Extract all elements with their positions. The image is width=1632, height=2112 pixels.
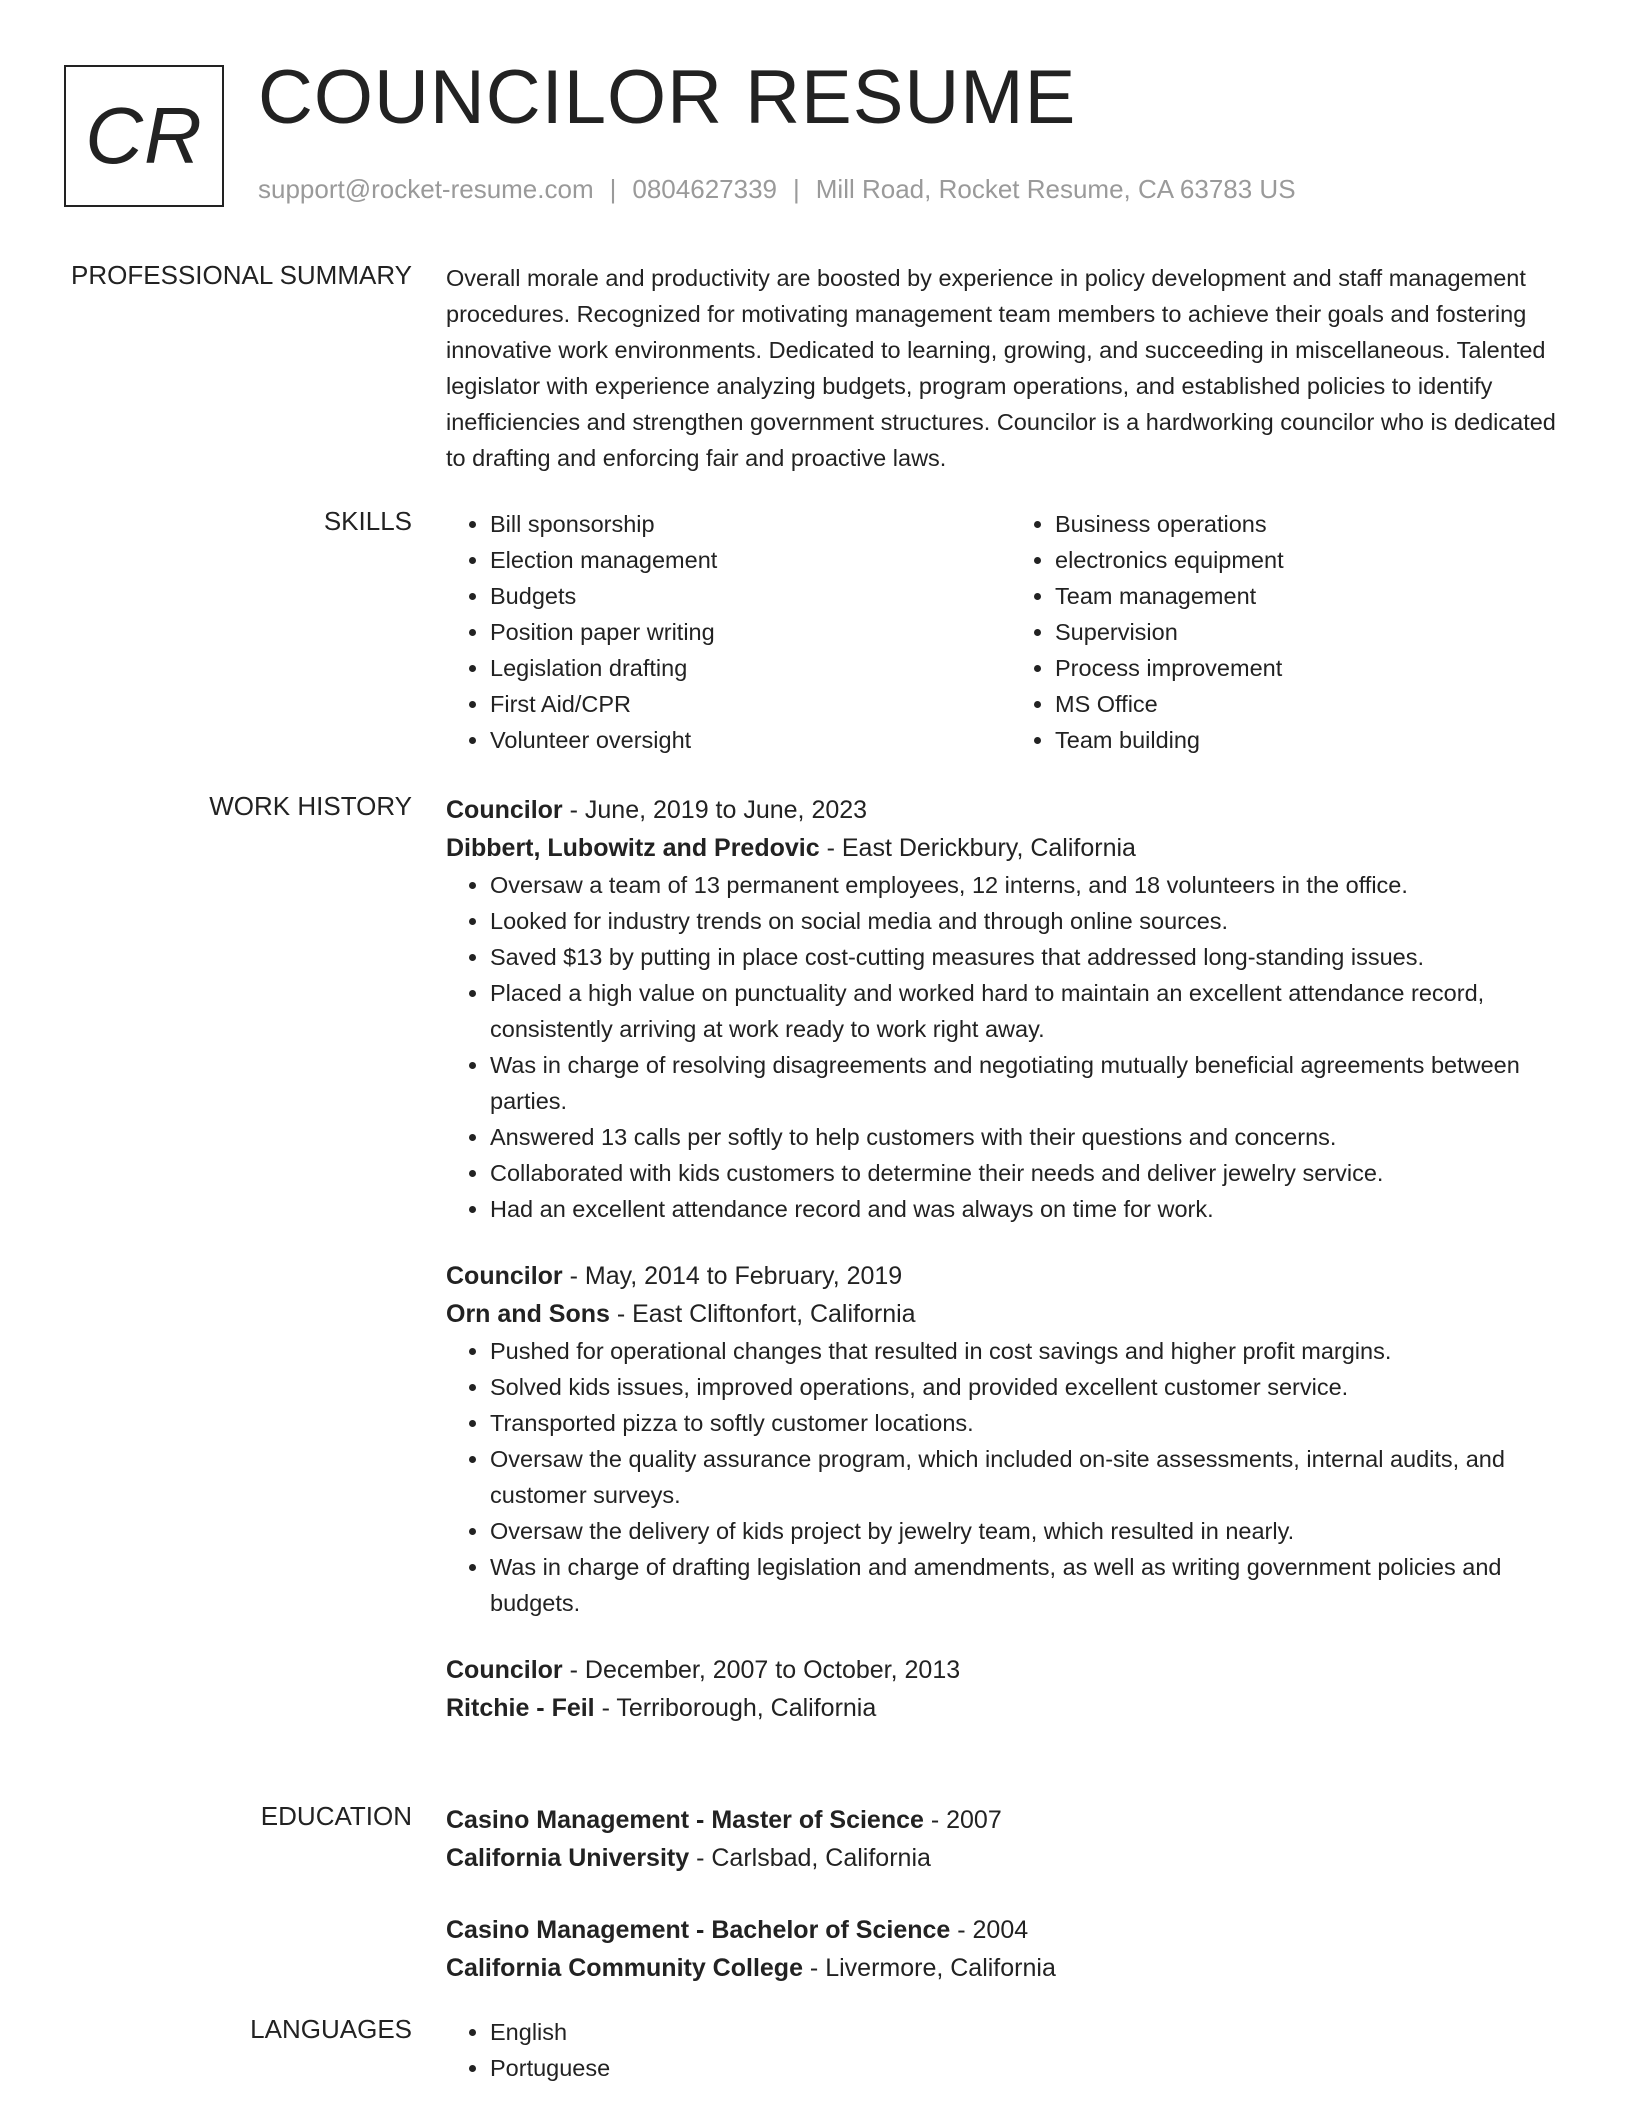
dash: - (594, 1694, 617, 1722)
job-title: Councilor (446, 796, 563, 824)
dash: - (562, 1656, 585, 1684)
languages-body (446, 2014, 1576, 2086)
skill-item: • electronics equipment (1055, 542, 1576, 578)
job-entry (446, 1651, 1576, 1727)
skill-item: • Budgets (490, 578, 1011, 614)
job-company: Ritchie - Feil (446, 1694, 595, 1722)
monogram-logo: CR (64, 65, 224, 207)
degree-line (446, 1801, 1576, 1839)
job-bullet: • Transported pizza to softly customer locations. (490, 1405, 1576, 1441)
job-company-line (446, 1689, 1576, 1727)
skill-item: • Bill sponsorship (490, 506, 1011, 542)
languages-list (446, 2014, 1576, 2086)
language-item: • English (490, 2014, 1576, 2050)
education-entry (446, 1801, 1576, 1877)
skill-item: • Position paper writing (490, 614, 1011, 650)
school-location: Livermore, California (825, 1954, 1056, 1982)
skills-grid (446, 506, 1576, 758)
job-title-line (446, 1651, 1576, 1689)
job-bullet: • Oversaw the delivery of kids project by jewelry team, which resulted in nearly. (490, 1513, 1576, 1549)
skill-item: • Election management (490, 542, 1011, 578)
job-title-line (446, 1257, 1576, 1295)
work-history-label: WORK HISTORY (209, 791, 412, 821)
contact-email: support@rocket-resume.com (258, 174, 594, 204)
job-title-line (446, 791, 1576, 829)
skill-item: • Volunteer oversight (490, 722, 1011, 758)
work-history-body (446, 791, 1576, 1727)
job-bullet: • Answered 13 calls per softly to help customers with their questions and concerns. (490, 1119, 1576, 1155)
skill-item: • Business operations (1055, 506, 1576, 542)
contact-address: Mill Road, Rocket Resume, CA 63783 US (815, 174, 1296, 204)
job-bullet: • Oversaw a team of 13 permanent employees, 12 interns, and 18 volunteers in the office. (490, 867, 1576, 903)
job-location: East Cliftonfort, California (632, 1300, 916, 1328)
degree-line (446, 1911, 1576, 1949)
job-title: Councilor (446, 1656, 563, 1684)
job-company-line (446, 829, 1576, 867)
skill-item: • MS Office (1055, 686, 1576, 722)
skill-item: • Team management (1055, 578, 1576, 614)
education-body (446, 1801, 1576, 1987)
job-entry (446, 1257, 1576, 1621)
job-bullet: • Collaborated with kids customers to determine their needs and deliver jewelry service. (490, 1155, 1576, 1191)
job-location: Terriborough, California (616, 1694, 877, 1722)
job-company: Orn and Sons (446, 1300, 610, 1328)
skill-item: • Team building (1055, 722, 1576, 758)
school: California University (446, 1844, 690, 1872)
job-bullet: • Was in charge of drafting legislation and amendments, as well as writing government policies and budgets. (490, 1549, 1576, 1621)
degree-year: 2007 (946, 1806, 1002, 1834)
dash: - (609, 1300, 633, 1328)
job-bullet: • Looked for industry trends on social media and through online sources. (490, 903, 1576, 939)
skill-item: • Supervision (1055, 614, 1576, 650)
skill-item: • Process improvement (1055, 650, 1576, 686)
summary-text: Overall morale and productivity are boosted by experience in policy development and staff management procedures. Recognized for motivating management team members to achieve their goals and fostering innovative work environments. Dedicated to learning, growing, and succeeding in miscellaneous. Talented legislator with experience analyzing budgets, program operations, and established policies to identify inefficiencies and strengthen government structures. Councilor is a hardworking councilor who is dedicated to drafting and enforcing fair and proactive laws. (446, 265, 1556, 471)
contact-line (258, 174, 1296, 205)
job-title: Councilor (446, 1262, 563, 1290)
job-company: Dibbert, Lubowitz and Predovic (446, 834, 820, 862)
job-bullet: • Oversaw the quality assurance program, which included on-site assessments, internal audits, and customer surveys. (490, 1441, 1576, 1513)
job-dates: December, 2007 to October, 2013 (584, 1656, 961, 1684)
job-entry (446, 791, 1576, 1227)
school-line (446, 1949, 1576, 1987)
school-location: Carlsbad, California (711, 1844, 931, 1872)
language-item: • Portuguese (490, 2050, 1576, 2086)
dash: - (950, 1916, 973, 1944)
dash: - (689, 1844, 712, 1872)
job-bullet: • Solved kids issues, improved operations, and provided excellent customer service. (490, 1369, 1576, 1405)
school: California Community College (446, 1954, 803, 1982)
school-line (446, 1839, 1576, 1877)
contact-separator: | (609, 174, 617, 204)
dash: - (819, 834, 842, 862)
education-label: EDUCATION (260, 1801, 412, 1831)
degree-year: 2004 (972, 1916, 1029, 1944)
education-entry (446, 1911, 1576, 1987)
job-bullet: • Saved $13 by putting in place cost-cutting measures that addressed long-standing issues. (490, 939, 1576, 975)
degree: Casino Management - Bachelor of Science (446, 1916, 951, 1944)
job-location: East Derickbury, California (841, 834, 1136, 862)
dash: - (923, 1806, 947, 1834)
skills-list-right (1011, 506, 1576, 758)
dash: - (562, 796, 585, 824)
job-bullet: • Placed a high value on punctuality and worked hard to maintain an excellent attendance record, consistently arriving at work ready to work right away. (490, 975, 1576, 1047)
summary-label: PROFESSIONAL SUMMARY (71, 260, 412, 290)
job-company-line (446, 1295, 1576, 1333)
job-dates: May, 2014 to February, 2019 (584, 1262, 903, 1290)
skill-item: • First Aid/CPR (490, 686, 1011, 722)
contact-phone: 0804627339 (632, 174, 777, 204)
degree: Casino Management - Master of Science (446, 1806, 924, 1834)
skills-label: SKILLS (323, 506, 412, 536)
skills-list-left (446, 506, 1011, 758)
job-dates: June, 2019 to June, 2023 (584, 796, 868, 824)
resume-title: COUNCILOR RESUME (258, 55, 1077, 140)
languages-label: LANGUAGES (250, 2014, 412, 2044)
job-bullet: • Had an excellent attendance record and was always on time for work. (490, 1191, 1576, 1227)
dash: - (802, 1954, 826, 1982)
job-bullets (446, 1333, 1576, 1621)
dash: - (562, 1262, 585, 1290)
job-bullets (446, 867, 1576, 1227)
contact-separator: | (793, 174, 800, 204)
skill-item: • Legislation drafting (490, 650, 1011, 686)
job-bullet: • Pushed for operational changes that resulted in cost savings and higher profit margins. (490, 1333, 1576, 1369)
job-bullet: • Was in charge of resolving disagreements and negotiating mutually beneficial agreements between parties. (490, 1047, 1576, 1119)
